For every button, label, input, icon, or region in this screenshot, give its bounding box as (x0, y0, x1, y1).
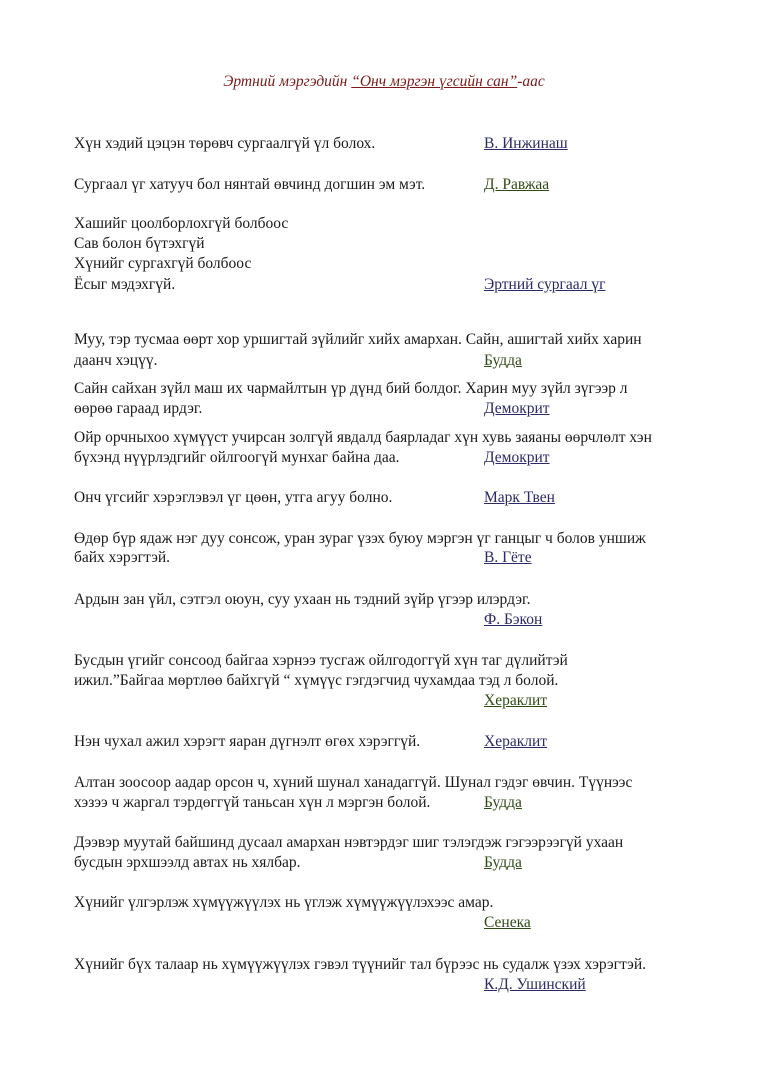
quote-author: Демокрит (484, 449, 550, 466)
quote-line: даанч хэцүү. (74, 352, 158, 369)
quote-line: Өдөр бүр ядаж нэг дуу сонсож, уран зураг үзэх буюу мэргэн үг ганцыг ч болов уншиж (74, 530, 646, 547)
quote-line: Сав болон бүтэхгүй (74, 235, 205, 252)
quote-line: бүхэнд нүүрлэдгийг ойлгоогүй мунхаг байна даа. (74, 449, 400, 466)
quote-author: Эртний сургаал үг (484, 276, 606, 293)
quote-line: Сайн сайхан зүйл маш их чармайлтын үр дүнд бий болдог. Харин муу зүйл зүгээр л (74, 380, 628, 397)
document-title (0, 72, 768, 92)
quote-line: Ёсыг мэдэхгүй. (74, 276, 176, 293)
title-prefix: Эртний мэргэдийн (223, 73, 352, 90)
quote-line: Алтан зоосоор аадар орсон ч, хүний шунал ханадаггүй. Шунал гэдэг өвчин. Түүнээс (74, 774, 633, 791)
quote-line: өөрөө гараад ирдэг. (74, 400, 203, 417)
quote-line: бусдын эрхшээлд автах нь хялбар. (74, 854, 301, 871)
quote-line: Ардын зан үйл, сэтгэл оюун, суу ухаан нь тэдний зүйр үгээр илэрдэг. (74, 591, 531, 608)
quote-line: Хүнийг үлгэрлэж хүмүүжүүлэх нь үглэж хүмүүжүүлэхээс амар. (74, 894, 494, 911)
quote-line: байх хэрэгтэй. (74, 549, 171, 566)
quote-line: Сургаал үг хатууч бол нянтай өвчинд догшин эм мэт. (74, 176, 426, 193)
quote-line: Хүнийг бүх талаар нь хүмүүжүүлэх гэвэл түүнийг тал бүрээс нь судалж үзэх хэрэгтэй. (74, 956, 646, 973)
quote-line: Муу, тэр тусмаа өөрт хор уршигтай зүйлийг хийх амархан. Сайн, ашигтай хийх харин (74, 331, 642, 348)
quote-author: Д. Равжаа (484, 176, 550, 193)
title-suffix: -аас (517, 73, 545, 90)
quote-author: Демокрит (484, 400, 550, 417)
quote-author: В. Гёте (484, 549, 532, 566)
quote-author: Ф. Бэкон (484, 611, 543, 628)
quote-line: Нэн чухал ажил хэрэгт яаран дүгнэлт өгөх хэрэггүй. (74, 733, 421, 750)
quote-line: Хашийг цоолборлохгүй болбоос (74, 215, 289, 232)
quote-line: Онч үгсийг хэрэглэвэл үг цөөн, утга агуу болно. (74, 489, 393, 506)
quote-line: Бусдын үгийг сонсоод байгаа хэрнээ тусгаж ойлгодоггүй хүн таг дүлийтэй (74, 652, 568, 669)
quote-author: Марк Твен (484, 489, 555, 506)
quote-line: хэзээ ч жаргал тэрдөггүй таньсан хүн л мэргэн болой. (74, 794, 431, 811)
quote-author: Сенека (484, 914, 531, 931)
quote-line: Хүнийг сургахгүй болбоос (74, 255, 252, 272)
quote-author: Будда (484, 854, 522, 871)
quote-line: ижил.”Байгаа мөртлөө байхгүй “ хүмүүс гэгдэгчид чухамдаа тэд л болой. (74, 672, 559, 689)
quote-author: Хераклит (484, 733, 548, 750)
quote-author: Хераклит (484, 692, 548, 709)
quote-author: В. Инжинаш (484, 135, 568, 152)
quote-line: Дээвэр муутай байшинд дусаал амархан нэвтэрдэг шиг тэлэгдэж гэгээрээгүй ухаан (74, 834, 624, 851)
quote-author: К.Д. Ушинский (484, 976, 586, 993)
quote-author: Будда (484, 794, 522, 811)
quote-author: Будда (484, 352, 522, 369)
quote-line: Хүн хэдий цэцэн төрөвч сургаалгүй үл болох. (74, 135, 376, 152)
quote-line: Ойр орчныхоо хүмүүст учирсан золгүй явдалд баярладаг хүн хувь заяаны өөрчлөлт хэн (74, 429, 652, 446)
title-book-name: “Онч мэргэн үгсийн сан” (351, 73, 518, 90)
